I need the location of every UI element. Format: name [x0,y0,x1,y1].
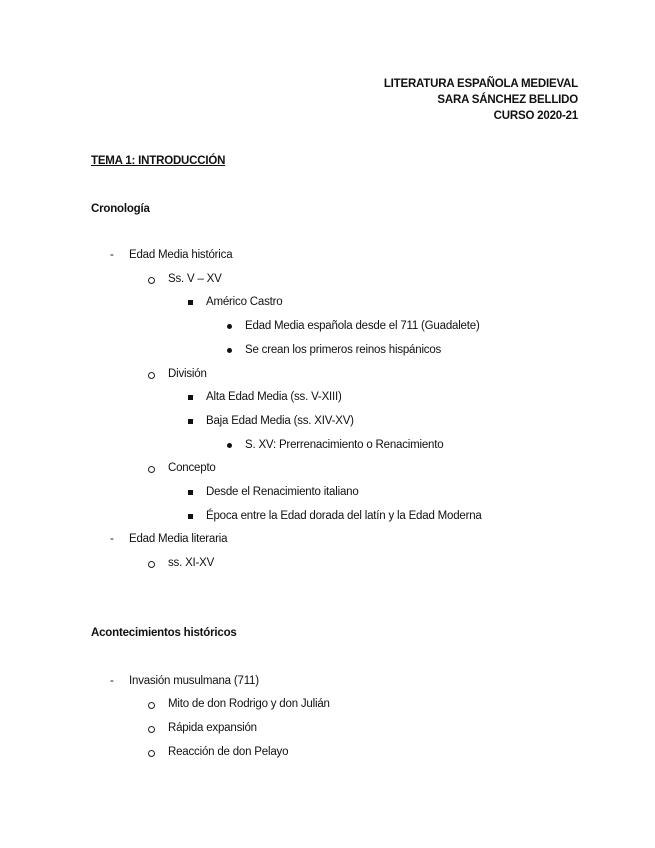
dot-bullet [227,324,232,329]
list-item-label: Alta Edad Media (ss. V-XIII) [206,391,342,403]
circle-bullet [148,702,155,709]
dot-bullet [227,348,232,353]
list-item-label: ss. XI-XV [168,557,215,569]
dash-bullet: - [110,249,114,261]
course-title: LITERATURA ESPAÑOLA MEDIEVAL [383,78,578,90]
square-bullet [188,514,193,519]
dash-bullet: - [110,533,114,545]
list-item-label: Baja Edad Media (ss. XIV-XV) [206,415,354,427]
circle-bullet [148,277,155,284]
circle-bullet [148,466,155,473]
circle-bullet [148,750,155,757]
list-item-label: Mito de don Rodrigo y don Julián [168,698,330,710]
dash-bullet: - [110,675,114,687]
document-title: TEMA 1: INTRODUCCIÓN [91,155,226,167]
section-heading-cronologia: Cronología [91,203,150,215]
square-bullet [188,395,193,400]
list-item-label: Américo Castro [206,296,283,308]
list-item-label: Concepto [168,462,216,474]
circle-bullet [148,561,155,568]
square-bullet [188,419,193,424]
square-bullet [188,490,193,495]
dot-bullet [227,443,232,448]
list-item-label: S. XV: Prerrenacimiento o Renacimiento [245,439,444,451]
author-name: SARA SÁNCHEZ BELLIDO [437,94,578,106]
circle-bullet [148,372,155,379]
course-year: CURSO 2020-21 [493,110,578,122]
document-header [384,76,578,124]
circle-bullet [148,726,155,733]
list-item-label: Reacción de don Pelayo [168,746,289,758]
list-item-label: Época entre la Edad dorada del latín y la Edad Moderna [206,510,482,522]
list-item-label: Ss. V – XV [168,273,222,285]
list-item-label: Desde el Renacimiento italiano [206,486,359,498]
list-item-label: Edad Media española desde el 711 (Guadalete) [245,320,480,332]
list-item-label: Edad Media histórica [129,249,233,261]
list-item-label: Se crean los primeros reinos hispánicos [245,344,442,356]
section-heading-acontecimientos: Acontecimientos históricos [91,627,237,639]
list-item-label: Invasión musulmana (711) [129,675,259,687]
list-item-label: División [168,368,207,380]
list-item-label: Rápida expansión [168,722,257,734]
square-bullet [188,300,193,305]
list-item-label: Edad Media literaria [129,533,228,545]
